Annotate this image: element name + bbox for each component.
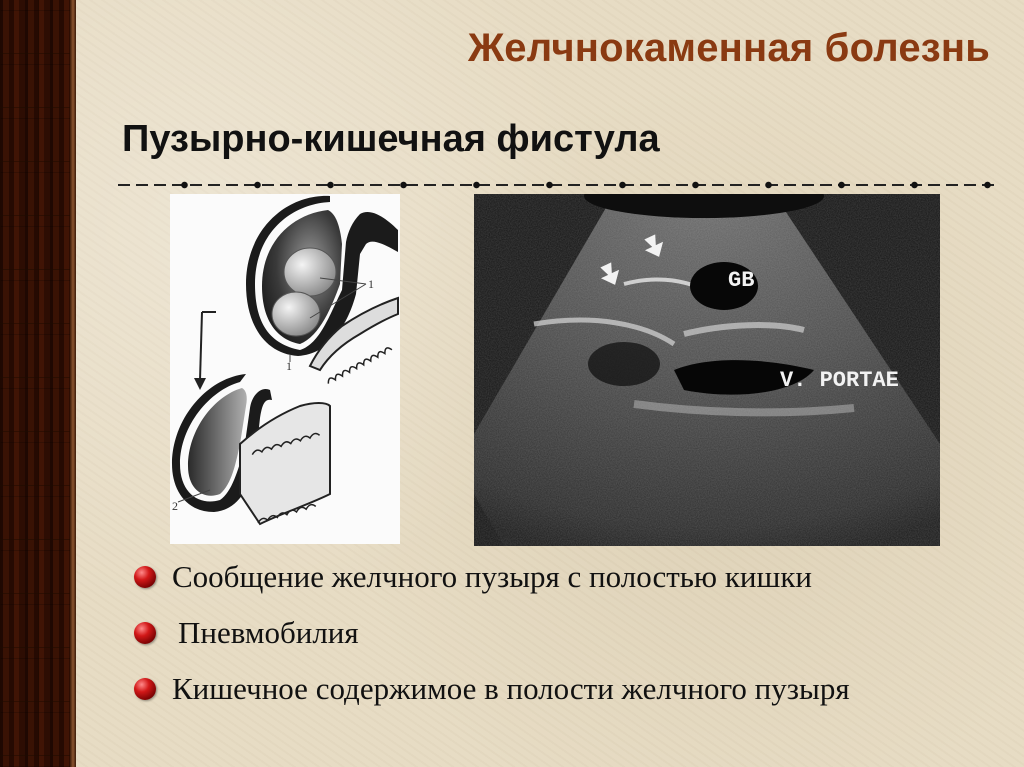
slide-title: Желчнокаменная болезнь (467, 26, 990, 70)
bullet-item (128, 614, 1008, 652)
side-strip-grid (0, 0, 76, 767)
diagram-marker-1b: 1 (286, 359, 292, 373)
fistula-diagram (170, 194, 400, 544)
diagram-marker-1a: 1 (368, 277, 374, 291)
bullet-icon (134, 566, 156, 588)
slide-subtitle: Пузырно-кишечная фистула (122, 118, 660, 160)
gallbladder-fistula-diagram-icon (170, 194, 400, 544)
ultrasound-image (474, 194, 940, 546)
ultrasound-label-portae: V. PORTAE (780, 368, 899, 393)
bullet-icon (134, 622, 156, 644)
bullet-item (128, 558, 1008, 596)
bullet-text: Сообщение желчного пузыря с полостью кишки (172, 559, 813, 594)
side-strip-edge (70, 0, 76, 767)
divider-dots (118, 180, 994, 190)
bullet-text: Пневмобилия (178, 615, 359, 650)
bullet-icon (134, 678, 156, 700)
bullet-list (128, 558, 1008, 726)
diagram-marker-2: 2 (172, 499, 178, 513)
bullet-text: Кишечное содержимое в полости желчного пузыря (172, 671, 850, 706)
ultrasound-label-gb: GB (728, 268, 755, 293)
bullet-item (128, 670, 1008, 708)
